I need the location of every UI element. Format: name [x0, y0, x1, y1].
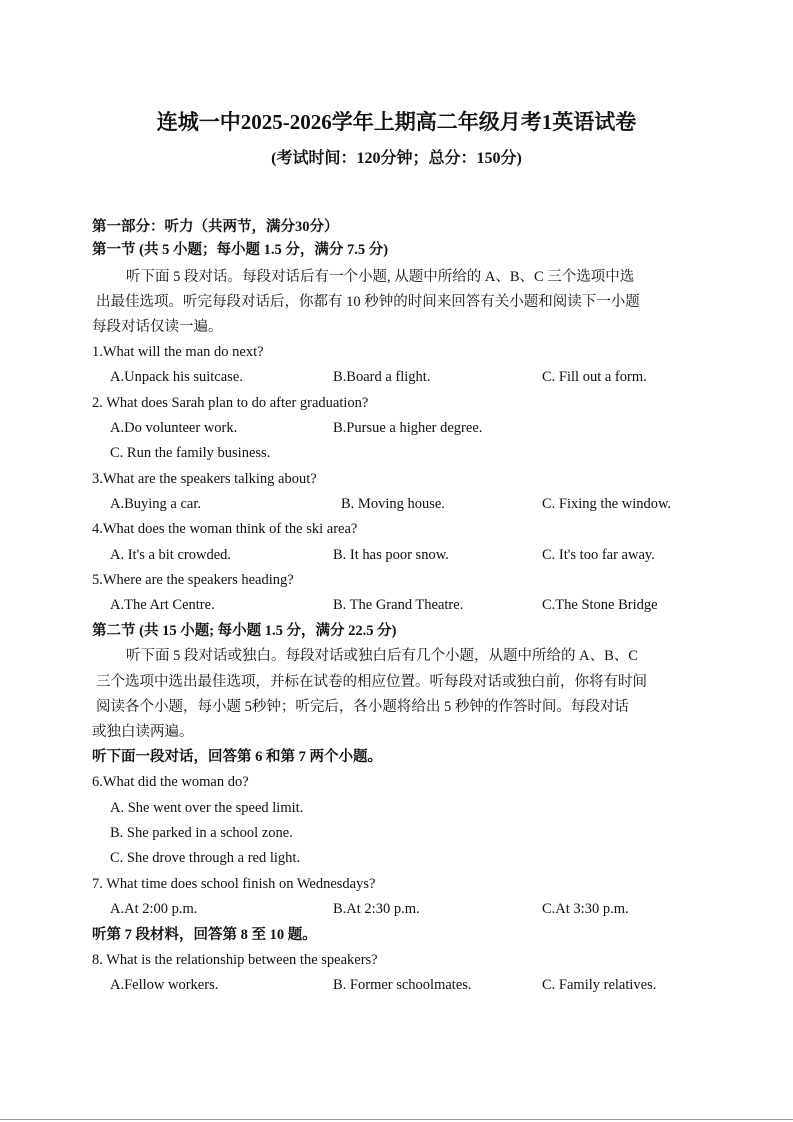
option: A.Buying a car. [110, 496, 202, 512]
question: 4.What does the woman think of the ski area? [92, 521, 358, 537]
question: 3.What are the speakers talking about? [92, 471, 317, 487]
section2-intro: 三个选项中选出最佳选项，并标在试卷的相应位置。听每段对话或独白前，你将有时间 [96, 674, 647, 690]
section2-heading: 第二节 (共 15 小题; 每小题 1.5 分，满分 22.5 分) [92, 623, 397, 639]
option: C. Fill out a form. [542, 369, 647, 385]
option: C. Family relatives. [542, 977, 657, 993]
exam-subtitle: (考试时间：120分钟；总分：150分) [271, 150, 522, 167]
section2-intro: 或独白读两遍。 [92, 724, 194, 740]
section1-heading: 第一节 (共 5 小题；每小题 1.5 分，满分 7.5 分) [92, 242, 389, 258]
question: 1.What will the man do next? [92, 344, 264, 360]
question: 6.What did the woman do? [92, 774, 249, 790]
instruction: 听下面一段对话，回答第 6 和第 7 两个小题。 [92, 749, 382, 765]
question: 2. What does Sarah plan to do after graduation? [92, 395, 369, 411]
option: C. Fixing the window. [542, 496, 672, 512]
option: A.Do volunteer work. [110, 420, 238, 436]
option: B. Moving house. [341, 496, 445, 512]
section2-intro: 阅读各个小题，每小题 5秒钟；听完后，各小题将给出 5 秒钟的作答时间。每段对话 [96, 699, 629, 715]
page-bottom-divider [0, 1119, 793, 1120]
option: B.Board a flight. [333, 369, 431, 385]
option: C.The Stone Bridge [542, 597, 658, 613]
part-heading: 第一部分：听力（共两节，满分30分） [92, 219, 339, 235]
section1-intro: 听下面 5 段对话。每段对话后有一个小题, 从题中所给的 A、B、C 三个选项中选 [126, 269, 635, 285]
option: B.Pursue a higher degree. [333, 420, 483, 436]
section1-intro: 每段对话仅读一遍。 [92, 319, 223, 335]
option: A.At 2:00 p.m. [110, 901, 198, 917]
option: B. It has poor snow. [333, 547, 449, 563]
instruction: 听第 7 段材料，回答第 8 至 10 题。 [92, 927, 317, 943]
exam-title: 连城一中2025-2026学年上期高二年级月考1英语试卷 [156, 110, 637, 134]
option: A.Unpack his suitcase. [110, 369, 243, 385]
option: C.At 3:30 p.m. [542, 901, 629, 917]
option: C. It's too far away. [542, 547, 655, 563]
option: B. She parked in a school zone. [110, 825, 293, 841]
option: B. The Grand Theatre. [333, 597, 464, 613]
option: B.At 2:30 p.m. [333, 901, 420, 917]
option: A.Fellow workers. [110, 977, 219, 993]
option: A. She went over the speed limit. [110, 800, 304, 816]
option: C. She drove through a red light. [110, 850, 301, 866]
section2-intro: 听下面 5 段对话或独白。每段对话或独白后有几个小题，从题中所给的 A、B、C [126, 648, 638, 664]
option: A. It's a bit crowded. [110, 547, 231, 563]
question: 5.Where are the speakers heading? [92, 572, 294, 588]
option: C. Run the family business. [110, 445, 271, 461]
question: 8. What is the relationship between the speakers? [92, 952, 378, 968]
option: B. Former schoolmates. [333, 977, 472, 993]
question: 7. What time does school finish on Wednesdays? [92, 876, 376, 892]
option: A.The Art Centre. [110, 597, 215, 613]
section1-intro: 出最佳选项。听完每段对话后，你都有 10 秒钟的时间来回答有关小题和阅读下一小题 [96, 294, 640, 310]
